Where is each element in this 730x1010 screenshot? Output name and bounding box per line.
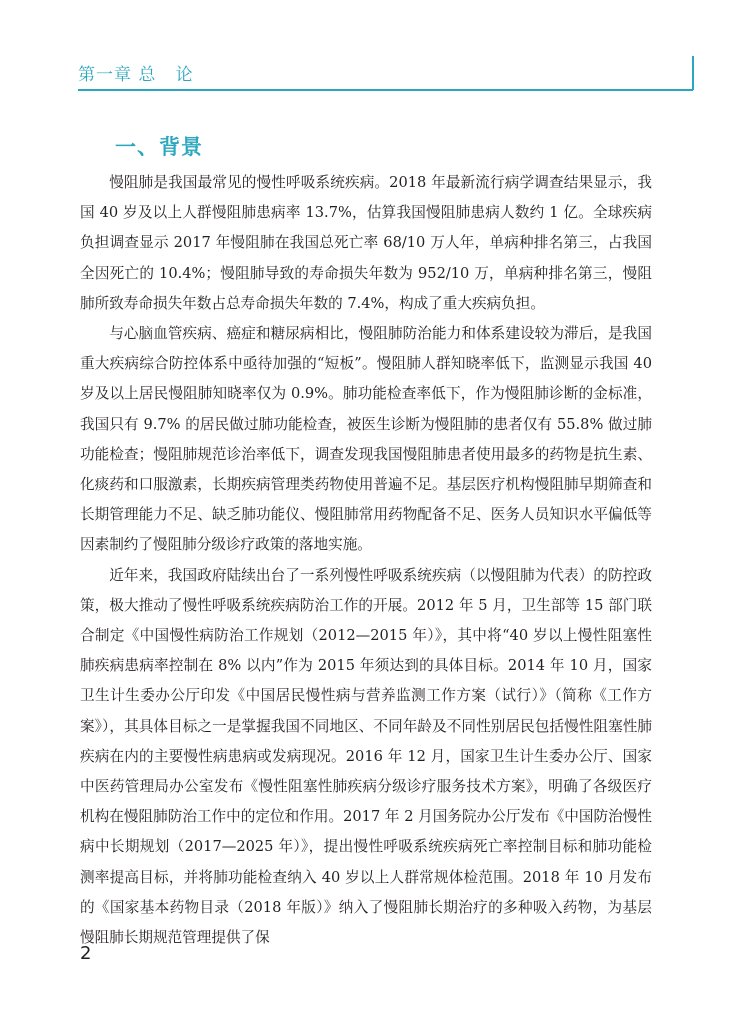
page-header xyxy=(0,0,730,96)
header-rule-tick xyxy=(692,56,694,90)
header-rule xyxy=(78,89,693,91)
section-heading: 一、背景 xyxy=(115,135,203,159)
paragraph-1: 慢阻肺是我国最常见的慢性呼吸系统疾病。2018 年最新流行病学调查结果显示，我国 40 岁及以上人群慢阻肺患病率 13.7%，估算我国慢阻肺患病人数约 1 亿。全球疾病负担调查显示 2017 年慢阻肺在我国总死亡率 68/10 万人年，单病种排名第三，占我国全因死亡的 10.4%；慢阻肺导致的寿命损失年数为 952/10 万，单病种排名第三，慢阻肺所致寿命损失年数占总寿命损失年数的 7.4%，构成了重大疾病负担。 xyxy=(80,174,652,312)
page-number: 2 xyxy=(80,943,92,964)
chapter-title: 第一章 总 论 xyxy=(78,65,194,85)
paragraph-3: 近年来，我国政府陆续出台了一系列慢性呼吸系统疾病（以慢阻肺为代表）的防控政策，极大推动了慢性呼吸系统疾病防治工作的开展。2012 年 5 月，卫生部等 15 部门联合制定《中国慢性病防治工作规划（2012—2015 年）》，其中将“40 岁以上慢性阻塞性肺疾病患病率控制在 8% 以内”作为 2015 年须达到的具体目标。2014 年 10 月，国家卫生计生委办公厅印发《中国居民慢性病与营养监测工作方案（试行）》（简称《工作方案》），其具体目标之一是掌握我国不同地区、不同年龄及不同性别居民包括慢性阻塞性肺疾病在内的主要慢性病患病或发病现况。2016 年 12 月，国家卫生计生委办公厅、国家中医药管理局办公室发布《慢性阻塞性肺疾病分级诊疗服务技术方案》，明确了各级医疗机构在慢阻肺防治工作中的定位和作用。2017 年 2 月国务院办公厅发布《中国防治慢性病中长期规划（2017—2025 年）》，提出慢性呼吸系统疾病死亡率控制目标和肺功能检测率提高目标，并将肺功能检查纳入 40 岁以上人群常规体检范围。2018 年 10 月发布的《国家基本药物目录（2018 年版）》纳入了慢阻肺长期治疗的多种吸入药物，为基层慢阻肺长期规范管理提供了保 xyxy=(80,566,652,947)
body-text xyxy=(80,168,652,953)
paragraph-2: 与心脑血管疾病、癌症和糖尿病相比，慢阻肺防治能力和体系建设较为滞后，是我国重大疾病综合防控体系中亟待加强的“短板”。慢阻肺人群知晓率低下，监测显示我国 40 岁及以上居民慢阻肺知晓率仅为 0.9%。肺功能检查率低下，作为慢阻肺诊断的金标准，我国只有 9.7% 的居民做过肺功能检查，被医生诊断为慢阻肺的患者仅有 55.8% 做过肺功能检查；慢阻肺规范诊治率低下，调查发现我国慢阻肺患者使用最多的药物是抗生素、化痰药和口服激素，长期疾病管理类药物使用普遍不足。基层医疗机构慢阻肺早期筛查和长期管理能力不足、缺乏肺功能仪、慢阻肺常用药物配备不足、医务人员知识水平偏低等因素制约了慢阻肺分级诊疗政策的落地实施。 xyxy=(80,325,652,554)
